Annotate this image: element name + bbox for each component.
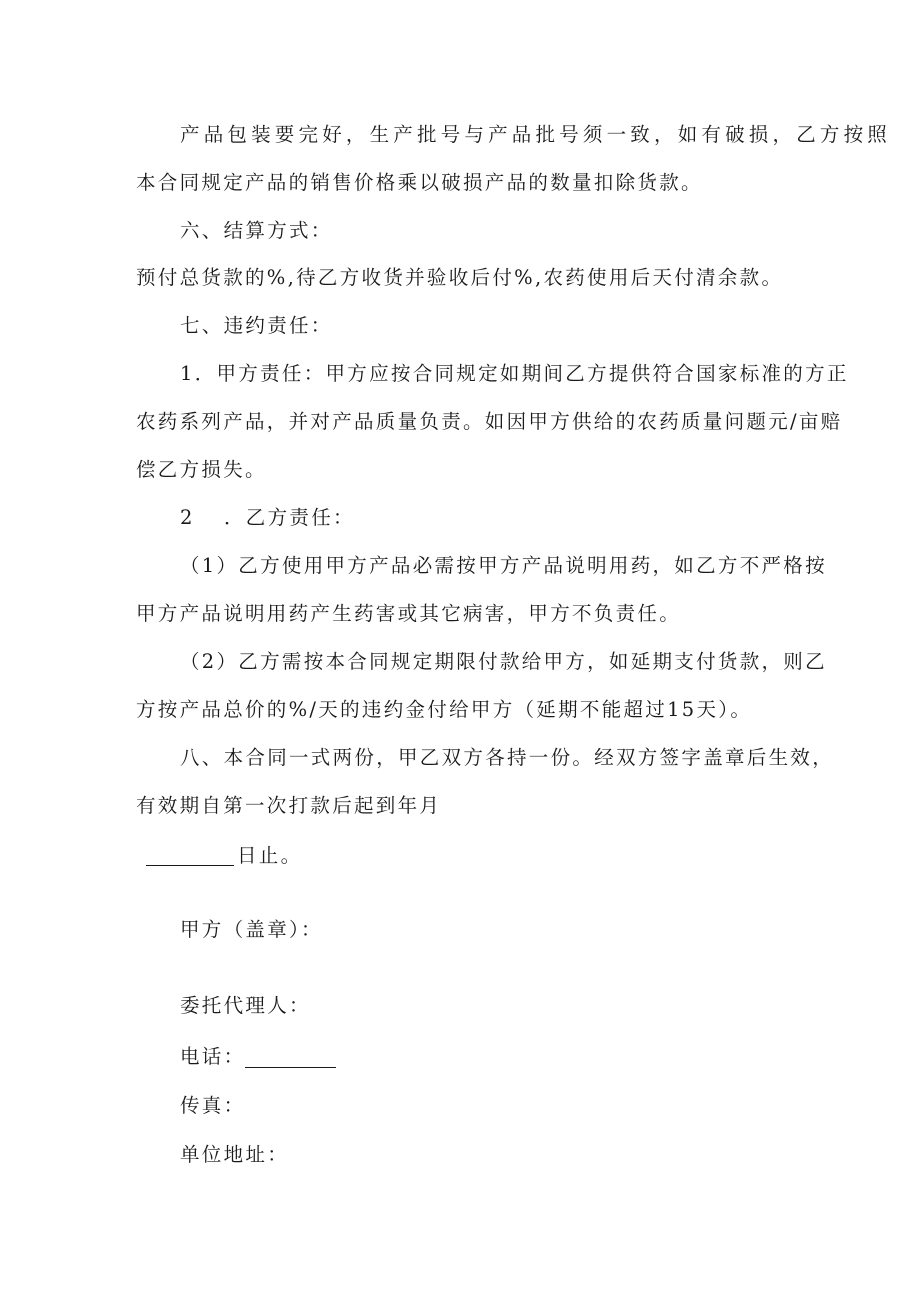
address-label: 单位地址： — [180, 1143, 290, 1166]
phone-blank-line — [245, 1066, 336, 1068]
date-blank-line — [146, 864, 234, 866]
fax-label: 传真： — [180, 1094, 246, 1117]
section-heading-liability: 七、违约责任： — [180, 314, 333, 337]
paragraph-line: 预付总货款的%,待乙方收货并验收后付%,农药使用后天付清余款。 — [136, 266, 784, 289]
paragraph-line: 偿乙方损失。 — [136, 458, 267, 481]
phone-label: 电话： — [180, 1045, 246, 1068]
paragraph-line: 有效期自第一次打款后起到年月 — [136, 794, 442, 817]
paragraph-line: 甲方产品说明用药产生药害或其它病害，甲方不负责任。 — [136, 602, 682, 625]
paragraph-line: 本合同规定产品的销售价格乘以破损产品的数量扣除货款。 — [136, 171, 703, 194]
item-heading-party-b: ．乙方责任： — [224, 506, 355, 529]
paragraph-line: 方按产品总价的%/天的违约金付给甲方（延期不能超过15天）。 — [136, 698, 753, 721]
paragraph-line: 日止。 — [237, 844, 303, 867]
section-heading-settlement: 六、结算方式： — [180, 219, 333, 242]
paragraph-line: （2）乙方需按本合同规定期限付款给甲方，如延期支付货款，则乙 — [180, 650, 827, 673]
paragraph-line: 农药系列产品，并对产品质量负责。如因甲方供给的农药质量问题元/亩赔 — [136, 410, 843, 433]
agent-label: 委托代理人： — [180, 994, 311, 1017]
paragraph-line: 1．甲方责任：甲方应按合同规定如期间乙方提供符合国家标准的方正 — [180, 362, 849, 385]
paragraph-line: 产品包装要完好，生产批号与产品批号须一致，如有破损，乙方按照 — [180, 123, 892, 146]
paragraph-line: 八、本合同一式两份，甲乙双方各持一份。经双方签字盖章后生效， — [180, 746, 835, 769]
item-number: 2 — [180, 506, 195, 529]
party-a-seal-label: 甲方（盖章）： — [180, 918, 323, 941]
paragraph-line: （1）乙方使用甲方产品必需按甲方产品说明用药，如乙方不严格按 — [180, 554, 827, 577]
